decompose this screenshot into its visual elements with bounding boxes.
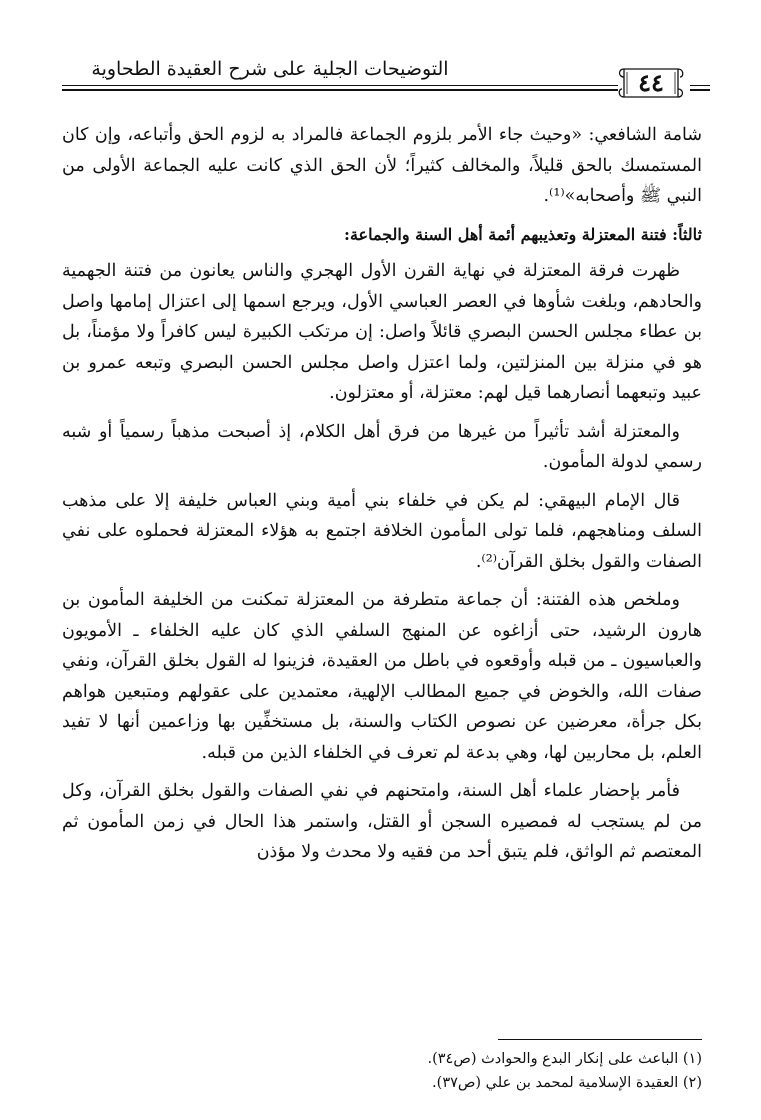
- paragraph: والمعتزلة أشد تأثيراً من غيرها من فرق أهل الكلام، إذ أصبحت مذهباً رسمياً أو شبه رسمي لدولة المأمون.: [62, 421, 702, 472]
- header-rule: [62, 89, 618, 91]
- paragraph: قال الإمام البيهقي: لم يكن في خلفاء بني أمية وبني العباس خليفة إلا على مذهب السلف ومناهجهم، فلما تولى المأمون الخلافة اجتمع به هؤلاء المعتزلة فحملوه على نفي الصفات والقول بخلق القرآن⁽²⁾.: [62, 490, 702, 572]
- paragraph: ظهرت فرقة المعتزلة في نهاية القرن الأول الهجري والناس يعانون من فتنة الجهمية والحادهم، وبلغت شأوها في العصر العباسي الأول، ويرجع اسمها إلى اعتزال إمامها واصل بن عطاء مجلس الحسن البصري قائلاً واصل: إن مرتكب الكبيرة ليس كافراً ولا مؤمناً، بل هو في منزلة بين المنزلتين، ولما اعتزل واصل مجلس الحسن البصري وتبعه عمرو بن عبيد وتبعهما أنصارهما قيل لهم: معتزلة، أو معتزلون.: [62, 261, 702, 403]
- footnote-separator: [498, 1039, 702, 1040]
- page-number: ٤٤: [638, 68, 664, 97]
- paragraph: شامة الشافعي: «وحيث جاء الأمر بلزوم الجماعة فالمراد به لزوم الحق وأتباعه، وإن كان المستمسك بالحق قليلاً، والمخالف كثيراً؛ لأن الحق الذي كانت عليه الجماعة الأولى من النبي ﷺ وأصحابه»⁽¹⁾.: [62, 125, 702, 206]
- footnote: (١) الباعث على إنكار البدع والحوادث (ص٣٤).: [427, 1051, 702, 1067]
- header-rule: [62, 85, 618, 86]
- running-header: [50, 55, 710, 107]
- paragraph: فأمر بإحضار علماء أهل السنة، وامتحنهم في نفي الصفات والقول بخلق القرآن، وكل من لم يستجب له فمصيره السجن أو القتل، واستمر هذا الحال في زمن المأمون ثم المعتصم ثم الواثق، فلم يتبق أحد من فقيه ولا محدث ولا مؤذن: [62, 781, 702, 862]
- paragraph: وملخص هذه الفتنة: أن جماعة متطرفة من المعتزلة تمكنت من الخليفة المأمون بن هارون الرشيد، حتى أزاغوه عن المنهج السلفي الذي كان عليه الخلفاء ـ الأمويون والعباسيون ـ من قبله وأوقعوه في باطل من العقيدة، فزينوا له القول بخلق القرآن، ونفي صفات الله، والخوض في جميع المطالب الإلهية، معتمدين على عقولهم ومتبعين هواهم بكل جرأة، معرضين عن نصوص الكتاب والسنة، بل مستخفِّين بها وزاعمين أنها لا تفيد العلم، بل محاربين لها، وهي بدعة لم تعرف في الخلفاء الذين من قبله.: [62, 590, 702, 763]
- main-text: [62, 120, 702, 868]
- footnote: (٢) العقيدة الإسلامية لمحمد بن علي (ص٣٧).: [432, 1075, 702, 1091]
- section-heading: ثالثاً: فتنة المعتزلة وتعذيبهم أئمة أهل السنة والجماعة:: [344, 224, 702, 244]
- running-title: التوضيحات الجلية على شرح العقيدة الطحاوية: [91, 58, 449, 80]
- header-rule: [690, 85, 710, 86]
- header-rule: [690, 89, 710, 91]
- footnotes: [62, 1047, 702, 1095]
- page-number-scroll-ornament: [616, 63, 686, 103]
